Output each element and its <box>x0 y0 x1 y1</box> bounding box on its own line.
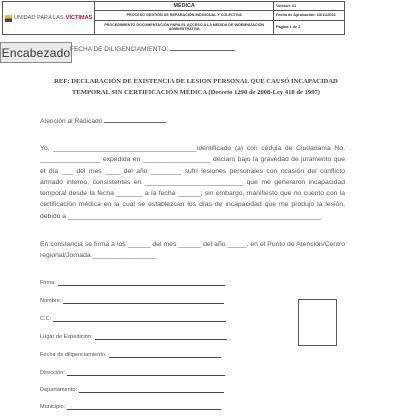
body-segment: expedida en <box>100 156 143 164</box>
departamento-field <box>40 386 224 393</box>
page-number: Página 1 de 2 <box>274 20 345 34</box>
logo-cell <box>3 2 95 35</box>
fecha-diligenciamiento-top <box>70 45 235 53</box>
closing-paragraph: En constancia se firma a los ______ del mes ______ del año _____, en el Punto de Atención/Centro regional/Jornada _________________ <box>40 241 345 260</box>
closing-segment: del año <box>201 241 228 248</box>
reference-heading <box>40 77 352 98</box>
direccion-line[interactable] <box>67 369 225 376</box>
declaration-paragraph: Yo, ______________________________________identificado (a) con cédula de Ciudadanía No. ________________ expedida en __________________ declaro bajo la gravedad de juramento que el día ___ del mes ____ del año ________ sufrí lesiones personales con ocasión del conflicto armado interno, consistentes en __________________________ que me generaron incapacidad temporal desde la fecha _______ a la fecha ______; sin embargo, manifiesto que no cuento con la certificación médica en la cual se establezcan los días de incapacidad que me produjo la lesión, debido a ___________________________________________________________________ <box>40 145 346 220</box>
cc-line[interactable] <box>53 315 226 322</box>
header-section-tab[interactable]: Encabezado <box>0 42 72 63</box>
fecha-diligenciamiento-line[interactable] <box>109 351 221 358</box>
fecha-label: FECHA DE DILIGENCIAMIENTO: <box>70 46 169 53</box>
procedure-name: PROCEDIMIENTO DOCUMENTACIÓN PARA EL ACCESO A LA MEDIDA DE INDEMNIZACIÓN ADMINISTRATIVA <box>95 20 274 34</box>
logo-text-prefix: UNIDAD PARA LAS <box>14 15 64 21</box>
reference-line-1: REF: DECLARACIÓN DE EXISTENCIA DE LESION PERSONAL QUE CAUSÓ INCAPACIDAD <box>54 78 338 85</box>
body-segment: ; sin embargo, manifiesto que no cuento con la certificación médica en la cual se establezcan los días de incapacidad que me produjo la lesión, debido a <box>40 190 346 220</box>
closing-segment: , en el Punto de Atención/Centro regional/Jornada <box>40 241 345 260</box>
firma-label: Firma: <box>40 280 56 286</box>
atencion-radicado <box>40 117 166 125</box>
municipio-line[interactable] <box>67 403 221 410</box>
fecha-blank[interactable] <box>170 45 235 51</box>
departamento-label: Departamento: <box>40 387 78 393</box>
body-segment: declaro bajo la gravedad de juramento que el día <box>40 156 345 175</box>
lugar-expedicion-line[interactable] <box>95 333 227 340</box>
process-name: PROCESO GESTIÓN DE REPARACIÓN INDIVIDUAL Y COLECTIVA <box>95 11 274 20</box>
nombre-label: Nombre: <box>40 298 62 304</box>
body-segment: Yo, <box>40 145 54 152</box>
nombre-field <box>40 297 224 304</box>
atencion-label: Atención al Radicado <box>40 118 103 125</box>
reference-line-2: TEMPORAL SIN CERTIFICACIÓN MÉDICA (Decreto 1290 de 2008-Ley 418 de 1997) <box>71 88 320 96</box>
radicado-blank[interactable] <box>104 117 166 123</box>
closing-segment: En constancia se firma a los <box>40 241 128 248</box>
approval-date: Fecha de Aprobación: 03/11/2016 <box>274 11 345 20</box>
lugar-expedicion-field <box>40 333 227 340</box>
body-segment: del mes <box>72 167 106 175</box>
body-segment: a la fecha <box>142 190 178 198</box>
municipio-field <box>40 403 221 410</box>
body-segment: que me generaron incapacidad temporal desde la fecha <box>40 178 345 198</box>
direccion-field <box>40 369 225 376</box>
document-title: MÉDICA <box>95 2 274 11</box>
cc-label: C.C: <box>40 316 52 322</box>
body-segment: del año <box>120 167 151 175</box>
logo-text-emphasis: VÍCTIMAS <box>65 15 93 21</box>
departamento-line[interactable] <box>79 386 224 393</box>
colombia-flag-icon <box>5 15 12 22</box>
nombre-line[interactable] <box>63 297 224 304</box>
closing-segment: del mes <box>150 241 179 248</box>
body-segment: sufrí lesiones personales con ocasión del conflicto armado interno, consistentes en <box>40 167 346 186</box>
document-header <box>2 1 345 35</box>
fingerprint-box[interactable] <box>298 299 337 346</box>
body-segment: identificado (a) con cédula de Ciudadanía No. <box>196 145 346 152</box>
firma-field <box>40 279 225 286</box>
fecha-diligenciamiento-label: Fecha de diligenciamiento: <box>40 352 107 358</box>
municipio-label: Municipio: <box>40 404 66 410</box>
unidad-victimas-logo <box>5 15 92 22</box>
cc-field <box>40 315 226 322</box>
document-version: Versión: 01 <box>274 2 345 11</box>
fecha-diligenciamiento-field <box>40 351 221 358</box>
firma-line[interactable] <box>58 279 225 286</box>
lugar-expedicion-label: Lugar de Expedición: <box>40 334 93 340</box>
direccion-label: Dirección: <box>40 370 65 376</box>
